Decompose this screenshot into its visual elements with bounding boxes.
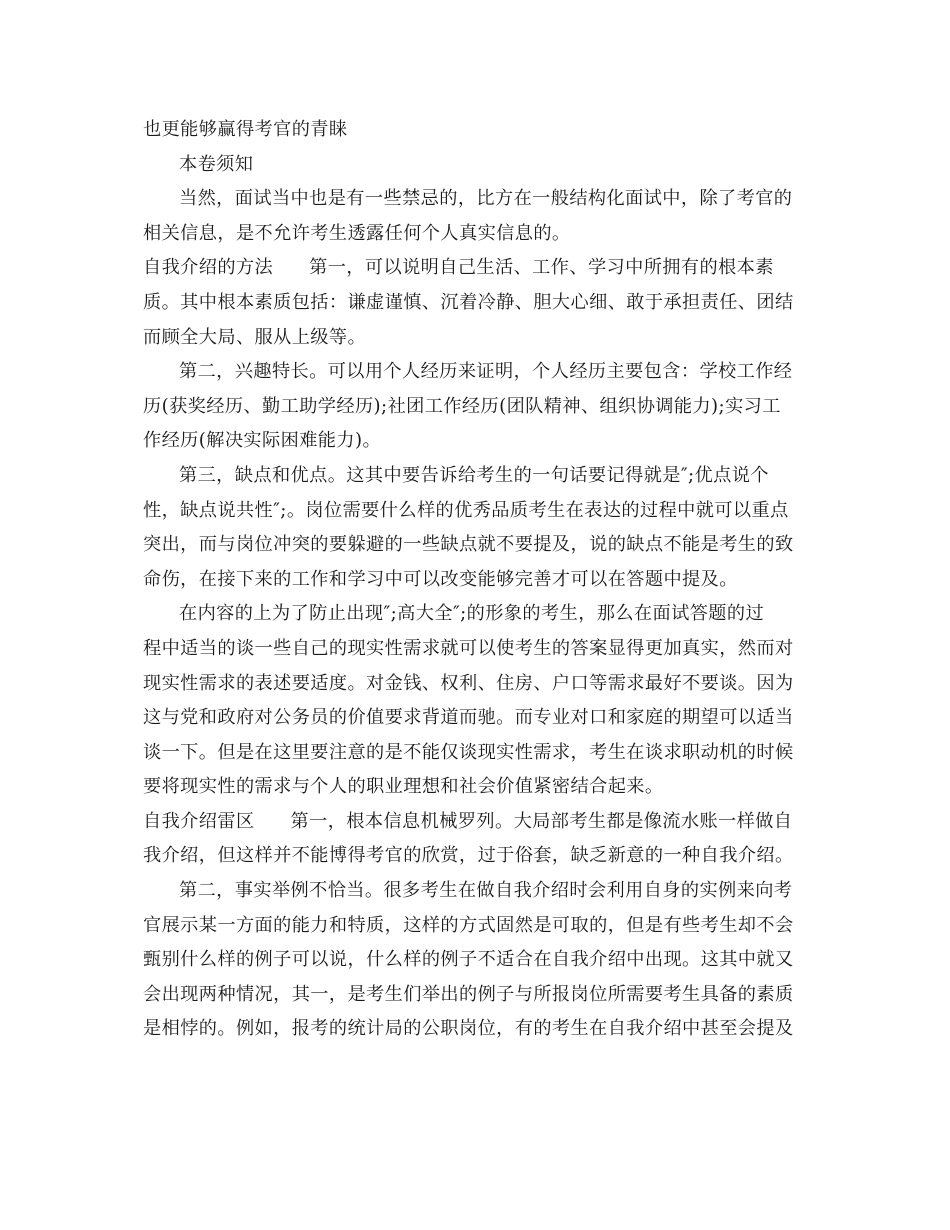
- text-line: 是相悖的。例如，报考的统计局的公职岗位，有的考生在自我介绍中甚至会提及: [143, 1018, 794, 1040]
- text-line: 我介绍，但这样并不能博得考官的欣赏，过于俗套，缺乏新意的一种自我介绍。: [143, 845, 794, 867]
- text-line: 第二，兴趣特长。可以用个人经历来证明，个人经历主要包含：学校工作经: [179, 361, 793, 383]
- text-line: 在内容的上为了防止出现″;高大全″;的形象的考生，那么在面试答题的过: [179, 603, 765, 625]
- text-line: 程中适当的谈一些自己的现实性需求就可以使考生的答案显得更加真实，然而对: [143, 637, 794, 659]
- text-line: 甄别什么样的例子可以说，什么样的例子不适合在自我介绍中出现。这其中就又: [143, 949, 794, 971]
- section-line: [143, 251, 805, 286]
- text-line: 第三，缺点和优点。这其中要告诉给考生的一句话要记得就是″;优点说个: [179, 464, 769, 486]
- section-heading: 自我介绍的方法: [143, 257, 274, 279]
- section-text: 第一，可以说明自己生活、工作、学习中所拥有的根本素: [309, 257, 774, 279]
- text-line: 第二，事实举例不恰当。很多考生在做自我介绍时会利用自身的实例来向考: [179, 880, 793, 902]
- text-line: 谈一下。但是在这里要注意的是不能仅谈现实性需求，考生在谈求职动机的时候: [143, 741, 794, 763]
- text-line: 官展示某一方面的能力和特质，这样的方式固然是可取的，但是有些考生却不会: [143, 914, 794, 936]
- text-line: 而顾全大局、服从上级等。: [143, 326, 367, 348]
- text-line: 当然，面试当中也是有一些禁忌的，比方在一般结构化面试中，除了考官的: [179, 188, 793, 210]
- text-line: 会出现两种情况，其一，是考生们举出的例子与所报岗位所需要考生具备的素质: [143, 983, 794, 1005]
- text-line: 历(获奖经历、勤工助学经历);社团工作经历(团队精神、组织协调能力);实习工: [143, 395, 781, 417]
- text-line: 本卷须知: [179, 153, 254, 175]
- text-line: 要将现实性的需求与个人的职业理想和社会价值紧密结合起来。: [143, 776, 664, 798]
- text-line: 现实性需求的表述要适度。对金钱、权利、住房、户口等需求最好不要谈。因为: [143, 672, 794, 694]
- section-text: 第一，根本信息机械罗列。大局部考生都是像流水账一样做自: [290, 810, 793, 832]
- text-line: 也更能够赢得考官的青睐: [143, 119, 348, 140]
- text-line: 相关信息，是不允许考生透露任何个人真实信息的。: [143, 222, 571, 244]
- text-line: 性，缺点说共性″;。岗位需要什么样的优秀品质考生在表达的过程中就可以重点: [143, 499, 789, 521]
- section-line: [143, 805, 805, 840]
- text-line: 命伤，在接下来的工作和学习中可以改变能够完善才可以在答题中提及。: [143, 568, 738, 590]
- text-line: 作经历(解决实际困难能力)。: [143, 430, 382, 452]
- section-heading: 自我介绍雷区: [143, 810, 255, 832]
- text-line: 质。其中根本素质包括：谦虚谨慎、沉着冷静、胆大心细、敢于承担责任、团结: [143, 291, 794, 313]
- text-line: 突出，而与岗位冲突的要躲避的一些缺点就不要提及，说的缺点不能是考生的致: [143, 534, 794, 556]
- document-page: [143, 113, 805, 1047]
- text-line: 这与党和政府对公务员的价值要求背道而驰。而专业对口和家庭的期望可以适当: [143, 707, 794, 729]
